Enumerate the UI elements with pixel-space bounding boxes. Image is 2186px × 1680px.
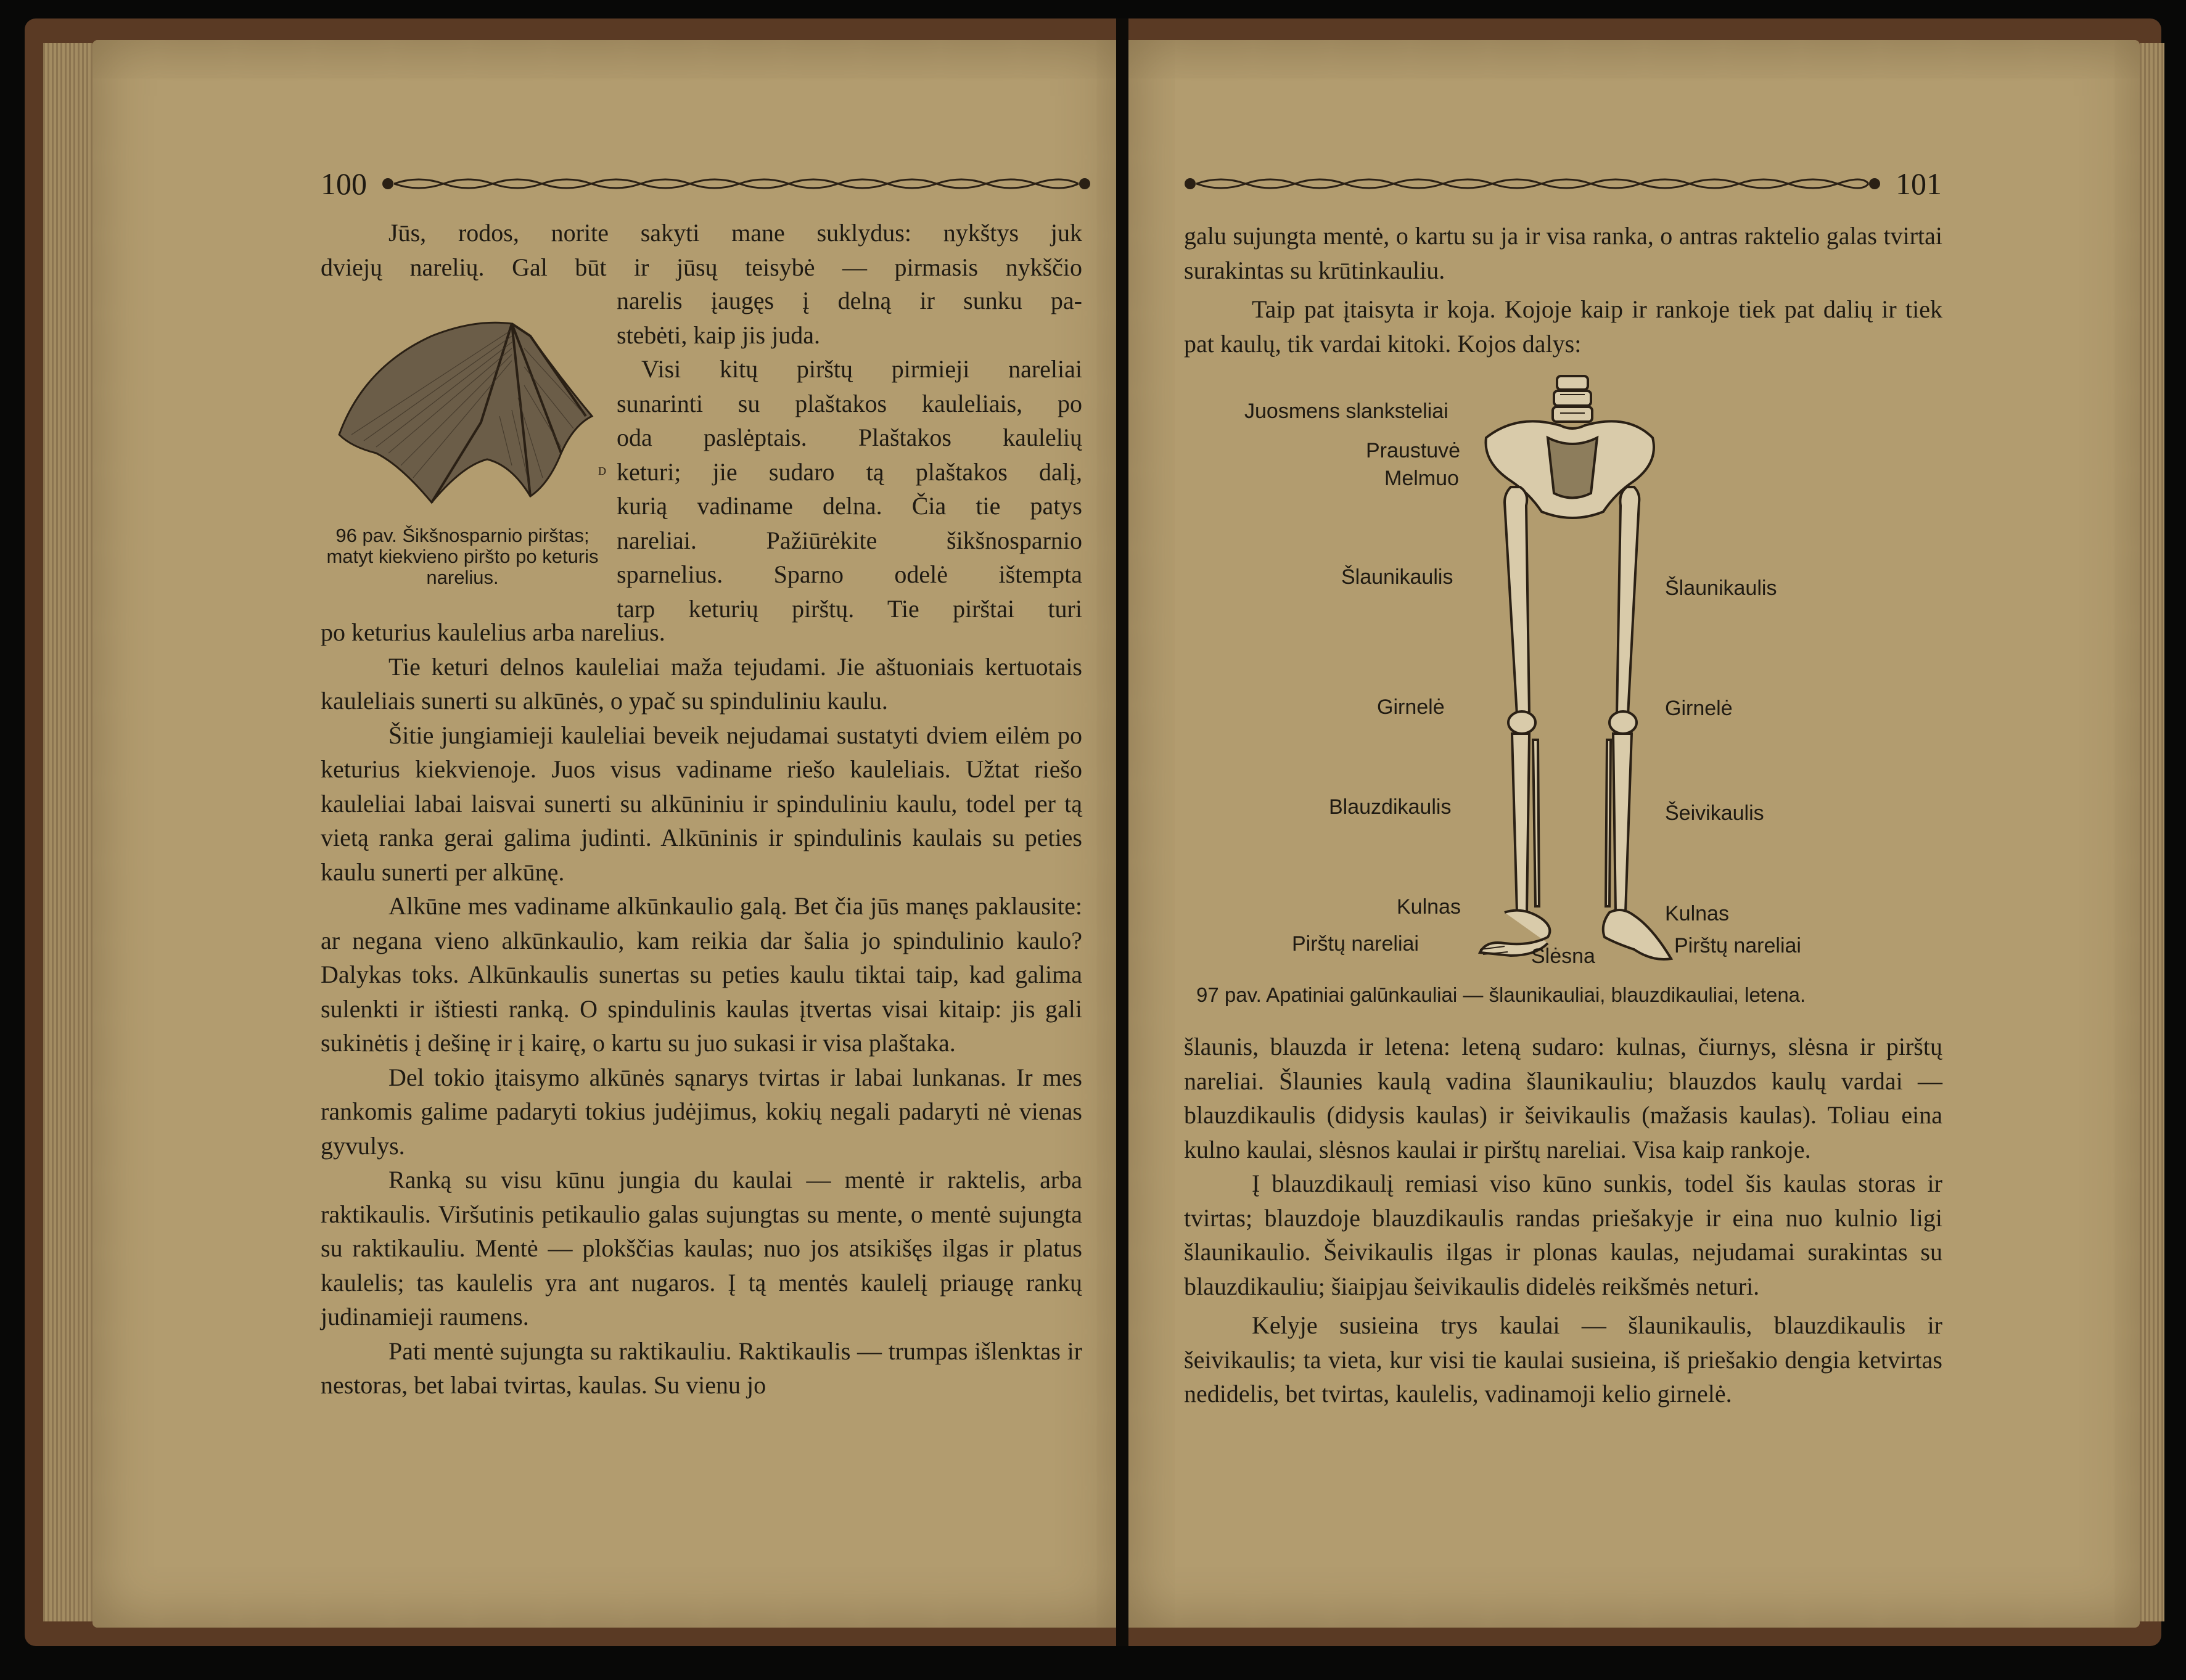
paragraph: galu sujungta mentė, o kartu su ja ir visa ranka, o antras raktelio galas tvirtai surakintas su krūtinkauliu. xyxy=(1184,222,1942,284)
paragraph: šlaunis, blauzda ir letena: leteną sudaro: kulnas, čiurnys, slėsna ir pirštų nareliai. Šlaunies kaulą vadina šlaunikauliu; blauzdos kaulų vardai — blauzdikaulis (didysis kaulas) ir šeivikaulis (mažasis kaulas). Toliau eina kulno kaulai, slėsnos kaulai ir pirštų nareliai. Visa kaip rankoje. xyxy=(1184,1033,1942,1163)
text-line: Jūs, rodos, norite sakyti mane suklydus: nykštys juk xyxy=(388,219,1082,247)
label-pelvis: Melmuo xyxy=(1384,467,1459,490)
paragraph: po keturius kaulelius arba narelius. xyxy=(321,618,665,646)
paragraph: Pati mentė sujungta su raktikauliu. Raktikaulis — trumpas išlenktas ir nestoras, bet labai tvirtas, kaulas. Su vienu jo xyxy=(321,1337,1082,1399)
paragraph: Del tokio įtaisymo alkūnės sąnarys tvirtas ir labai lunkanas. Ir mes rankomis galime padaryti tokius judėjimus, kokių negali padaryti nė vienas gyvulys. xyxy=(321,1063,1082,1160)
bat-wing-illustration xyxy=(327,311,604,521)
label-femur-left: Šlaunikaulis xyxy=(1341,565,1453,589)
page-number: 100 xyxy=(321,166,367,201)
text-line: stebėti, kaip jis juda. xyxy=(617,321,820,349)
text-line: dviejų narelių. Gal būt ir jūsų teisybė — pirmasis nykščio xyxy=(321,253,1082,281)
page-edges-left xyxy=(43,43,92,1621)
paragraph: Į blauzdikaulį remiasi viso kūno sunkis, todel šis kaulas storas ir tvirtas; blauzdoje blauzdikaulis randas priešakyje ir eina nuo kulnio ligi šlaunikaulio. Šeivikaulis ilgas ir plonas kaulas, nejudamai surakintas su blauzdikauliu; šiaipjau šeivikaulis didelės reikšmės neturi. xyxy=(1184,1170,1942,1300)
text-line: nareliai. Pažiūrėkite šikšnosparnio xyxy=(617,526,1082,554)
label-toes-right: Pirštų nareliai xyxy=(1674,934,1801,957)
paragraph: Tie keturi delnos kauleliai maža tejudami. Jie aštuoniais kertuotais kauleliais sunerti su alkūnės, o ypač su spinduliniu kaulu. xyxy=(321,652,1082,715)
left-narrow-column xyxy=(617,284,1082,626)
label-toes-left: Pirštų nareliai xyxy=(1292,932,1419,956)
label-tarsus: Slėsna xyxy=(1531,944,1595,968)
paragraph: Kelyje susieina trys kaulai — šlaunikaulis, blauzdikaulis ir šeivikaulis; ta vieta, kur visi tie kaulai susieina, iš priešakio dengia ketvirtas nedidelis, bet tvirtas, kaulelis, vadinamoji kelio girnelė. xyxy=(1184,1311,1942,1408)
figure-97-caption: 97 pav. Apatiniai galūnkauliai — šlaunikauliai, blauzdikauliai, letena. xyxy=(1196,983,1806,1006)
page-number: 101 xyxy=(1896,166,1942,201)
right-body-text xyxy=(1184,1030,1942,1411)
text-line: narelis įaugęs į delną ir sunku pa- xyxy=(617,287,1082,314)
label-ilium: Praustuvė xyxy=(1366,439,1461,462)
paragraph: Alkūne mes vadiname alkūnkaulio galą. Bet čia jūs manęs paklausite: ar negana vieno alkūnkaulio, kam reikia dar šalia jo spindulinio kaulo? Dalykas toks. Alkūnkaulis sunertas su peties kaulu tiktai taip, kad galima sulenkti ir ištiesti ranką. O spindulinis kaulas įtvertas visai kitaip: jis gali sukinėtis į dešinę ir į kairę, o kartu su juo sukasi ir visa plaštaka. xyxy=(321,892,1082,1057)
ornament-border-icon xyxy=(382,176,1091,191)
ornament-border-icon xyxy=(1184,176,1881,191)
text-line: oda paslėptais. Plaštakos kaulelių xyxy=(617,424,1082,451)
page-edges-right xyxy=(2140,43,2164,1621)
label-heel-right: Kulnas xyxy=(1665,902,1729,925)
right-top-text xyxy=(1184,219,1942,361)
label-femur-right: Šlaunikaulis xyxy=(1665,576,1777,600)
label-lumbar: Juosmens slanksteliai xyxy=(1244,400,1448,423)
leg-skeleton-illustration xyxy=(1468,370,1677,974)
text-line: keturi; jie sudaro tą plaštakos dalį, xyxy=(617,457,1082,486)
text-line: tarp keturių pirštų. Tie pirštai turi xyxy=(617,594,1082,623)
text-line: kurią vadiname delna. Čia tie patys xyxy=(617,492,1082,520)
label-patella-right: Girnelė xyxy=(1665,697,1733,720)
right-page-header xyxy=(1184,165,1942,202)
label-fibula: Šeivikaulis xyxy=(1665,801,1764,825)
svg-text:D: D xyxy=(598,465,606,477)
figure-96-caption: 96 pav. Šikšnosparnio pirštas; matyt kiekvieno piršto po keturis narelius. xyxy=(326,525,599,588)
left-intro-lines xyxy=(321,216,1082,284)
label-patella-left: Girnelė xyxy=(1377,695,1445,719)
paragraph: Ranką su visu kūnu jungia du kaulai — mentė ir raktelis, arba raktikaulis. Viršutinis petikaulio galas sujungtas su mente, o mentė sujungta su raktikauliu. Mentė — plokščias kaulas; nuo jos atsikišęs ilgas ir platus kaulelis; tas kaulelis yra ant nugaros. Į tą mentės kaulelį priaugę rankų judinamieji raumens. xyxy=(321,1166,1082,1330)
paragraph: Šitie jungiamieji kauleliai beveik nejudamai sustatyti dviem eilėm po keturius kiekvienoje. Juos visus vadiname riešo kauleliais. Užtat riešo kauleliai labai laisvai sunerti su alkūniniu ir spinduliniu kaulu, todel per tą vietą ranka gerai galima judinti. Alkūninis ir spindulinis kaulais su peties kaulu sunerti per alkūnę. xyxy=(321,721,1082,886)
label-tibia: Blauzdikaulis xyxy=(1329,795,1452,819)
spine-gutter xyxy=(1116,18,1128,1646)
text-line: sparnelius. Sparno odelė ištempta xyxy=(617,560,1082,588)
left-page-header xyxy=(321,165,1082,202)
paragraph: Taip pat įtaisyta ir koja. Kojoje kaip ir rankoje tiek pat dalių ir tiek pat kaulų, tik vardai kitoki. Kojos dalys: xyxy=(1184,295,1942,358)
left-body-text xyxy=(321,615,1082,1403)
text-line: Visi kitų pirštų pirmieji nareliai xyxy=(641,355,1082,383)
text-line: sunarinti su plaštakos kauleliais, po xyxy=(617,389,1082,417)
label-heel-left: Kulnas xyxy=(1397,895,1461,919)
